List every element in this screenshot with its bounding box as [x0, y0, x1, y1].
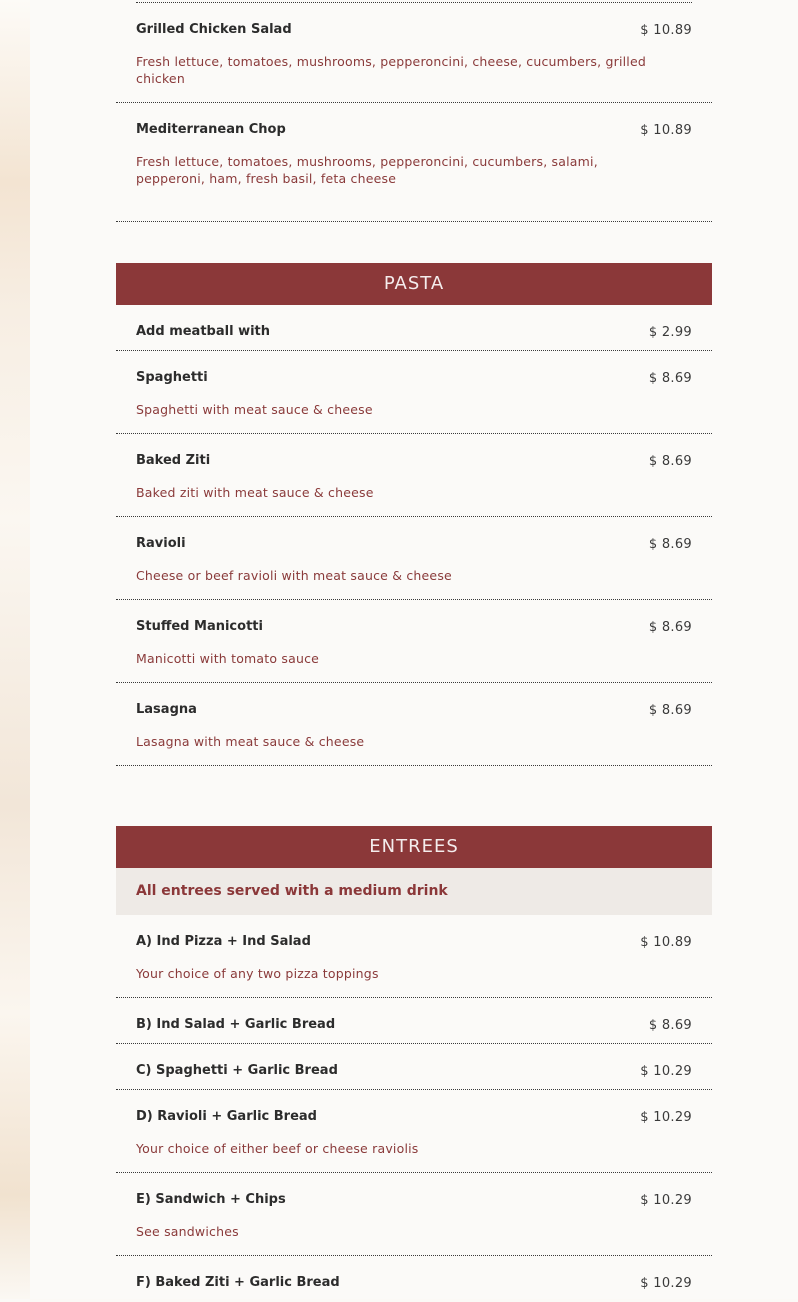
item-price: $ 8.69	[648, 1018, 692, 1033]
item-price: $ 10.89	[640, 935, 692, 950]
salads-section	[116, 22, 712, 222]
menu-item	[116, 1275, 712, 1302]
item-name: Mediterranean Chop	[136, 122, 286, 137]
menu-item	[116, 702, 712, 766]
item-description: Manicotti with tomato sauce	[136, 651, 320, 666]
entrees-notice-text: All entrees served with a medium drink	[136, 883, 448, 899]
item-name: E) Sandwich + Chips	[136, 1192, 286, 1207]
item-name: B) Ind Salad + Garlic Bread	[136, 1017, 336, 1032]
item-name: F) Baked Ziti + Garlic Bread	[136, 1275, 340, 1290]
item-name: Baked Ziti	[136, 453, 211, 468]
background-food-photo	[0, 0, 30, 1299]
item-price: $ 8.69	[648, 620, 692, 635]
item-description: Fresh lettuce, tomatoes, mushrooms, pepperoncini, cucumbers, salami, pepperoni, ham, fresh basil, feta cheese	[136, 154, 598, 186]
menu-item	[116, 1192, 712, 1256]
section-header-pasta: PASTA	[116, 263, 712, 305]
item-name: A) Ind Pizza + Ind Salad	[136, 934, 311, 949]
item-price: $ 10.29	[640, 1193, 692, 1208]
item-price: $ 10.29	[640, 1276, 692, 1291]
menu-item	[116, 1063, 712, 1090]
item-description: Your choice of any two pizza toppings	[136, 966, 379, 981]
item-price: $ 10.29	[640, 1064, 692, 1079]
menu-item	[116, 122, 712, 222]
item-name: Grilled Chicken Salad	[136, 22, 292, 37]
item-price: $ 10.89	[640, 23, 692, 38]
item-description: Fresh lettuce, tomatoes, mushrooms, pepperoncini, cheese, cucumbers, grilled chicken	[136, 54, 646, 86]
pasta-section	[116, 324, 712, 766]
item-description: Your choice of either beef or cheese raviolis	[136, 1141, 419, 1156]
menu-item	[116, 1109, 712, 1173]
divider	[136, 2, 692, 3]
entrees-section	[116, 934, 712, 1302]
item-description: Lasagna with meat sauce & cheese	[136, 734, 365, 749]
item-description: Baked ziti with meat sauce & cheese	[136, 485, 374, 500]
menu-item	[116, 324, 712, 351]
item-price: $ 8.69	[648, 371, 692, 386]
item-name: Lasagna	[136, 702, 197, 717]
item-description: Cheese or beef ravioli with meat sauce & cheese	[136, 568, 452, 583]
menu-item	[116, 453, 712, 517]
menu-item	[116, 370, 712, 434]
menu-item	[116, 22, 712, 103]
item-price: $ 8.69	[648, 537, 692, 552]
entrees-notice	[116, 868, 712, 915]
item-name: Add meatball with	[136, 324, 270, 339]
menu-item	[116, 536, 712, 600]
item-name: Spaghetti	[136, 370, 208, 385]
menu-item	[116, 1017, 712, 1044]
item-name: D) Ravioli + Garlic Bread	[136, 1109, 317, 1124]
item-name: C) Spaghetti + Garlic Bread	[136, 1063, 338, 1078]
item-name: Stuffed Manicotti	[136, 619, 263, 634]
menu-item	[116, 619, 712, 683]
item-description: See sandwiches	[136, 1224, 239, 1239]
menu-page	[30, 0, 798, 1299]
item-description: Spaghetti with meat sauce & cheese	[136, 402, 373, 417]
item-price: $ 2.99	[648, 325, 692, 340]
item-price: $ 10.29	[640, 1110, 692, 1125]
item-price: $ 10.89	[640, 123, 692, 138]
item-name: Ravioli	[136, 536, 186, 551]
section-header-entrees: ENTREES	[116, 826, 712, 868]
item-price: $ 8.69	[648, 454, 692, 469]
menu-item	[116, 934, 712, 998]
item-price: $ 8.69	[648, 703, 692, 718]
